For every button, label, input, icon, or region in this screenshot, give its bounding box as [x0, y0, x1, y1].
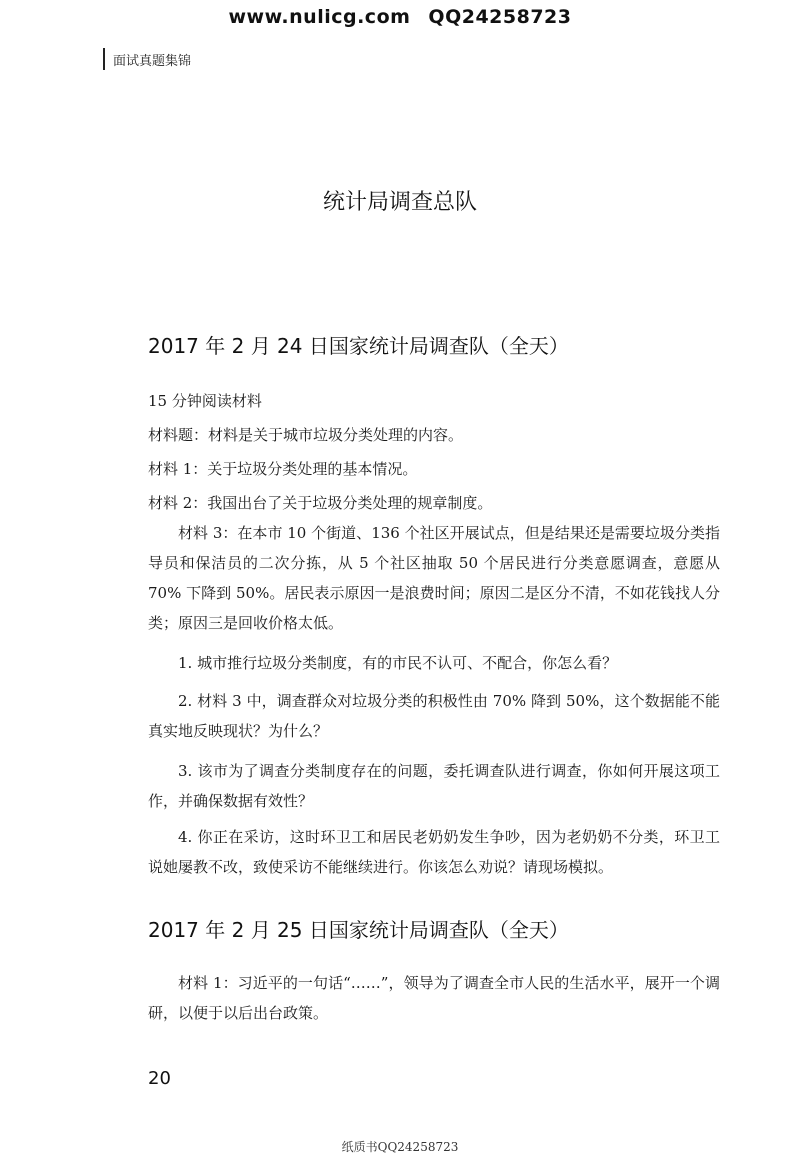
watermark-site: www.nulicg.com [228, 6, 411, 28]
page-number: 20 [148, 1068, 171, 1089]
question-2: 2. 材料 3 中，调查群众对垃圾分类的积极性由 70% 降到 50%，这个数据能不能真实地反映现状？为什么？ [148, 692, 720, 740]
paragraph-material-1: 材料 1：关于垃圾分类处理的基本情况。 [148, 460, 418, 478]
section-heading-2: 2017 年 2 月 25 日国家统计局调查队（全天） [148, 918, 569, 942]
chapter-title: 统计局调查总队 [322, 190, 477, 215]
footer-note: 纸质书QQ24258723 [341, 1140, 459, 1154]
running-header: 面试真题集锦 [113, 54, 192, 69]
section-heading-1: 2017 年 2 月 24 日国家统计局调查队（全天） [148, 334, 569, 358]
question-4: 4. 你正在采访，这时环卫工和居民老奶奶发生争吵，因为老奶奶不分类，环卫工说她屡教不改，致使采访不能继续进行。你该怎么劝说？请现场模拟。 [148, 828, 720, 876]
watermark-qq: QQ24258723 [428, 6, 572, 28]
question-1: 1. 城市推行垃圾分类制度，有的市民不认可、不配合，你怎么看？ [178, 654, 618, 672]
paragraph-material-2: 材料 2：我国出台了关于垃圾分类处理的规章制度。 [148, 494, 493, 512]
paragraph-material-topic: 材料题：材料是关于城市垃圾分类处理的内容。 [148, 426, 464, 444]
question-3: 3. 该市为了调查分类制度存在的问题，委托调查队进行调查，你如何开展这项工作，并确保数据有效性？ [148, 762, 720, 810]
watermark [0, 6, 800, 28]
paragraph-material-3: 材料 3：在本市 10 个街道、136 个社区开展试点，但是结果还是需要垃圾分类指导员和保洁员的二次分拣，从 5 个社区抽取 50 个居民进行分类意愿调查，意愿从 70% 下降到 50%。居民表示原因一是浪费时间；原因二是区分不清，不如花钱找人分类；原因三是回收价格太低。 [148, 524, 720, 632]
paragraph-reading-time: 15 分钟阅读材料 [148, 392, 262, 410]
paragraph-section2-material-1: 材料 1：习近平的一句话“……”，领导为了调查全市人民的生活水平，展开一个调研，以便于以后出台政策。 [148, 974, 720, 1022]
header-divider [103, 48, 105, 70]
